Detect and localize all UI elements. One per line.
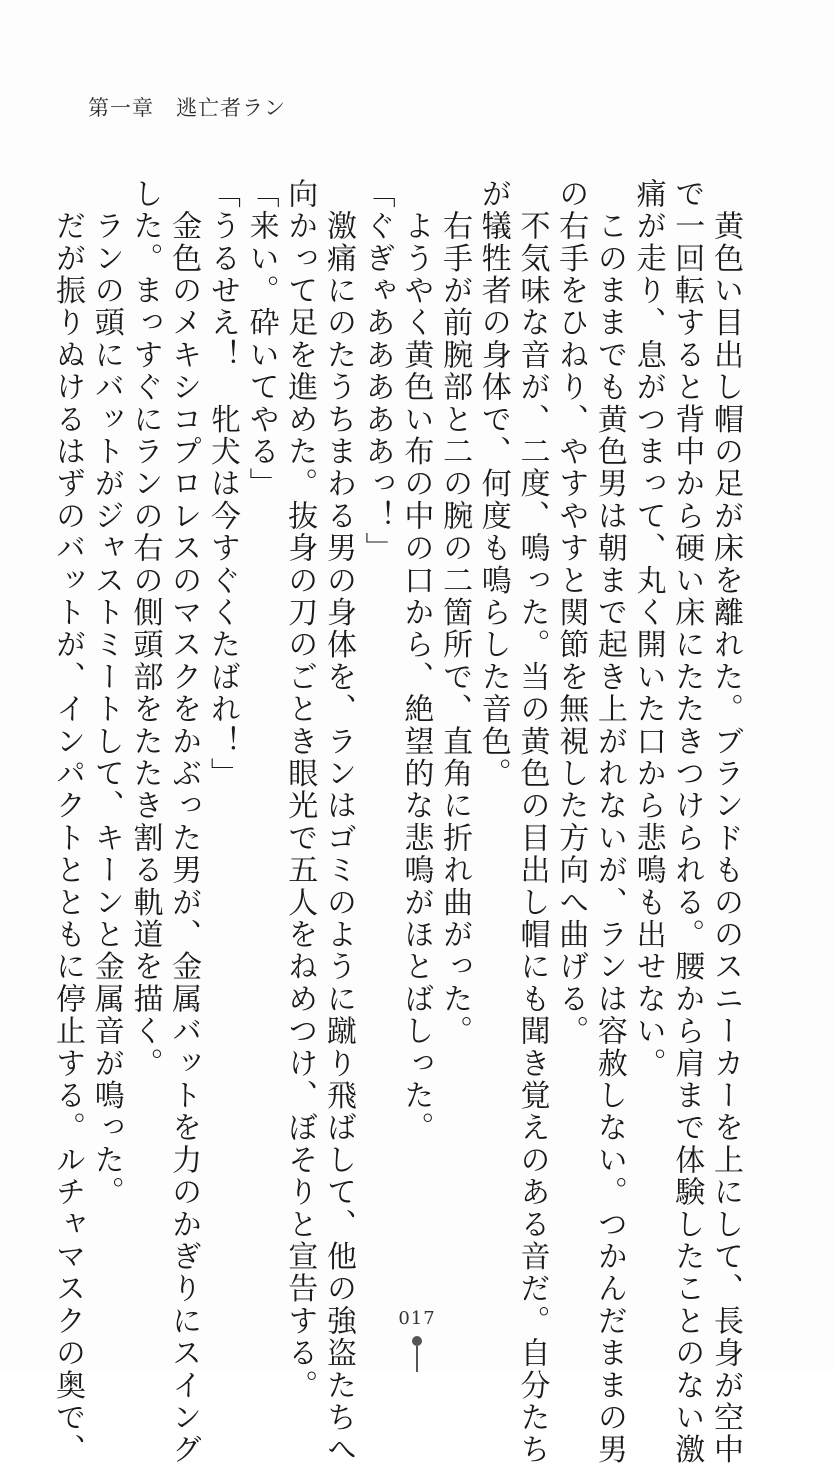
text-line: が犠牲者の身体で、何度も鳴らした音色。 — [475, 178, 511, 790]
text-line: 黄色い目出し帽の足が床を離れた。ブランドもののスニーカーを上にして、長身が空中 — [708, 178, 743, 1466]
text-line: 激痛にのたうちまわる男の身体を、ランはゴミのように蹴り飛ばして、他の強盗たちへ — [320, 178, 356, 1466]
text-line: 向かって足を進めた。抜身の刀のごとき眼光で五人をねめつけ、ぼそりと宣告する。 — [282, 178, 318, 1402]
text-line: した。まっすぐにランの右の側頭部をたたき割る軌道を描く。 — [127, 178, 163, 1080]
dialogue-line: 「ぐぎゃあああああっ！」 — [359, 178, 395, 565]
text-line: で一回転すると背中から硬い床にたたきつけられる。腰から肩まで体験したことのない激 — [669, 178, 705, 1466]
marker-stem — [416, 1346, 418, 1372]
text-line: の右手をひねり、やすやすと関節を無視した方向へ曲げる。 — [553, 178, 589, 1048]
marker-dot — [412, 1336, 422, 1346]
text-line: ようやく黄色い布の中の口から、絶望的な悲鳴がほとばしった。 — [398, 178, 434, 1144]
page-number: 017 — [398, 1308, 436, 1329]
page-marker-icon — [410, 1336, 424, 1372]
running-head-chapter-title: 第一章 逃亡者ラン — [88, 96, 286, 120]
text-line: 痛が走り、息がつまって、丸く開いた口から悲鳴も出せない。 — [630, 178, 666, 1080]
text-line: ランの頭にバットがジャストミートして、キーンと金属音が鳴った。 — [88, 178, 124, 1209]
text-line: このままでも黄色男は朝まで起き上がれないが、ランは容赦しない。つかんだままの男 — [591, 178, 627, 1466]
text-line: 右手が前腕部と二の腕の二箇所で、直角に折れ曲がった。 — [437, 178, 473, 1048]
dialogue-line: 「来い。砕いてやる」 — [243, 178, 279, 500]
dialogue-line: 「うるせえ！ 牝犬は今すぐくたばれ！」 — [204, 178, 240, 790]
text-line: 金色のメキシコプロレスのマスクをかぶった男が、金属バットを力のかぎりにスイング — [166, 178, 202, 1466]
text-line: 不気味な音が、二度、鳴った。当の黄色の目出し帽にも聞き覚えのある音だ。自分たち — [514, 178, 550, 1466]
text-line: だが振りぬけるはずのバットが、インパクトとともに停止する。ルチャマスクの奥で、 — [50, 178, 86, 1466]
